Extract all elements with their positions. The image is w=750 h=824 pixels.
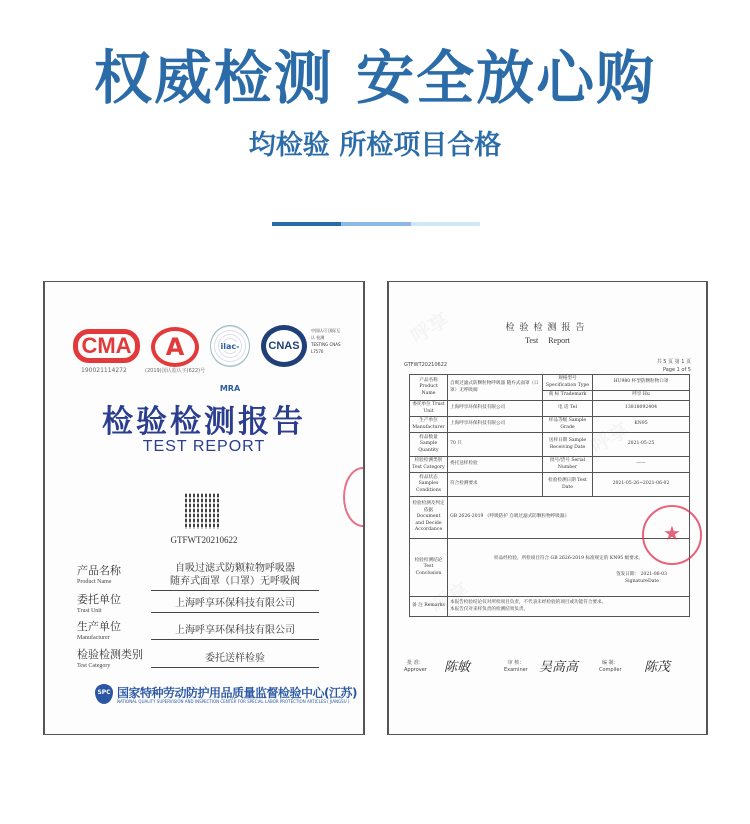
table-cell-value: 上海呼享环保科技有限公司 [448, 401, 543, 417]
field-value-line1: 自吸过滤式防颗粒物呼吸器 [175, 563, 295, 574]
page-subheadline: 均检验 所检项目合格 [248, 130, 502, 161]
table-cell-value: 上海呼享环保科技有限公司 [448, 417, 543, 433]
issuer-name-en: NATIONAL QUALITY SUPERVISION AND INSPECTION CENTER FOR SPECIAL LABOR PROTECTION ARTICLES ( JIANGSU ) [117, 699, 350, 704]
table-cell-value: 呼享 Hu [593, 391, 690, 401]
remarks-line: 本报告检验结论仅对所检项目负责，不代表未经检验的项目或功能符合要求。 [450, 600, 607, 605]
red-seal-stamp-icon [343, 467, 365, 527]
field-product-name [77, 562, 337, 585]
issuer-name-cn: 国家特种劳动防护用品质量监督检验中心(江苏) [117, 686, 357, 700]
table-row [410, 597, 690, 617]
test-report-detail-image [387, 281, 708, 735]
signature-approver-name: 陈敏 [444, 660, 471, 675]
field-value: 委托送样检验 [151, 652, 319, 668]
table-cell-label: 检验检测结论 Test Conclusion [410, 539, 448, 597]
field-label-cn: 产品名称 [77, 564, 121, 577]
cma-logo-icon: CMA [73, 329, 140, 363]
page-indicator-en: Page 1 of 5 [662, 367, 691, 373]
table-row [410, 401, 690, 417]
signature-examiner [504, 660, 528, 674]
table-row [410, 417, 690, 433]
table-cell-label: 生产单位 Manufacturer [410, 417, 448, 433]
table-cell-value: 委托送样检验 [448, 457, 543, 473]
remarks-line: 本报告仅对来样负责的检测结果负责。 [450, 606, 529, 612]
table-cell-value: 自吸过滤式防颗粒物呼吸器 随弃式面罩（口罩）无呼吸阀 [448, 375, 543, 401]
ilac-mra-logo-icon [210, 325, 250, 393]
field-value: 上海呼享环保科技有限公司 [151, 597, 319, 613]
table-cell-label: 产品名称 Product Name [410, 375, 448, 401]
cover-subtitle: TEST REPORT [142, 438, 266, 455]
field-label-cn: 检验检测类别 [77, 648, 143, 661]
cal-logo-icon: A [151, 327, 199, 367]
report-table [409, 374, 690, 617]
divider-segment-light [411, 222, 480, 226]
table-cell-label: 电 话 Tel [543, 401, 593, 417]
table-cell-label: 检验检测类别 Test Category [410, 457, 448, 473]
table-cell-label: 检验检测及判定依据 Document and Decide Accordance [410, 497, 448, 539]
field-value [151, 562, 319, 591]
spc-badge-icon: SPC [95, 684, 113, 704]
table-cell-label: 样品状态 Samples Conditions [410, 473, 448, 497]
table-cell-label: 商 标 Trademark [543, 391, 593, 401]
cnas-logo-icon: CNAS [261, 325, 307, 367]
table-cell-label: 批号/货号 Serial Number [543, 457, 593, 473]
signature-examiner-name: 吴高高 [539, 660, 579, 675]
signature-role-cn: 审 核： [507, 660, 525, 666]
cma-number: 190021114272 [81, 367, 127, 374]
signature-compiler-name: 陈茂 [644, 660, 671, 675]
table-cell-value: —— [593, 457, 690, 473]
table-row [410, 473, 690, 497]
signature-role-en: Approver [404, 667, 427, 673]
cover-title: 检验检测报告 [102, 404, 306, 440]
divider-segment-mid [341, 222, 410, 226]
sign-date-en: SignatureDate [625, 578, 659, 584]
detail-title: 检验检测报告 [505, 323, 590, 333]
table-cell-value: 2021-05-25 [593, 433, 690, 457]
table-cell-value: GB 2626-2019 《呼吸防护 自吸过滤式防颗粒物呼吸器》 [448, 497, 690, 539]
table-cell-value: 13818092404 [593, 401, 690, 417]
divider-segment-dark [272, 222, 341, 226]
field-value-line2: 随弃式面罩（口罩）无呼吸阀 [170, 576, 300, 587]
red-seal-stamp-icon [642, 505, 702, 565]
test-report-cover-image [43, 281, 365, 735]
table-cell-value [448, 597, 690, 617]
qr-code-icon [185, 493, 221, 529]
table-cell-label: 样品等级 Sample Grade [543, 417, 593, 433]
page-headline: 权威检测 安全放心购 [93, 44, 657, 112]
field-trust-unit [77, 591, 337, 614]
signature-approver [404, 660, 427, 674]
field-manufacturer [77, 618, 337, 641]
detail-report-code: GTFWT20210622 [404, 362, 448, 368]
table-cell-label: 规格型号 Specification Type [543, 375, 593, 391]
table-row [410, 433, 690, 457]
field-label-en: Test Category [77, 663, 111, 669]
field-test-category [77, 646, 337, 669]
field-label-en: Product Name [77, 579, 112, 585]
cnas-text: 中国认可 国际互认 检测 TESTING CNAS L7570 [311, 328, 341, 354]
table-cell-value: KN95 [593, 417, 690, 433]
conclusion-text: 样品经检验，所检项目符合 GB 2626-2019 标准规定的 KN95 级要求。 [493, 555, 644, 561]
signature-compiler [599, 660, 622, 674]
page-indicator-cn: 共 5 页 第 1 页 [656, 359, 691, 365]
table-row [410, 457, 690, 473]
table-row [410, 375, 690, 391]
field-value: 上海呼享环保科技有限公司 [151, 624, 319, 640]
table-cell-label: 样品数量 Sample Quantity [410, 433, 448, 457]
field-label-cn: 生产单位 [77, 620, 121, 633]
table-cell-label: 备 注 Remarks [410, 597, 448, 617]
table-cell-label: 检验检测日期 Test Date [543, 473, 593, 497]
signature-role-en: Examiner [504, 667, 528, 673]
table-cell-label: 送样日期 Sample Receiving Date [543, 433, 593, 457]
field-label-cn: 委托单位 [77, 593, 121, 606]
table-cell-value: 70 只 [448, 433, 543, 457]
table-cell-value: HU980 杯型防颗粒物口罩 [593, 375, 690, 391]
table-cell-value: 2021-05-26~2021-06-02 [593, 473, 690, 497]
signature-role-en: Compiler [599, 667, 622, 673]
signature-role-cn: 编 制： [601, 660, 619, 666]
signature-role-cn: 批 准： [407, 660, 424, 666]
sign-date: 签发日期： 2021-06-03 [616, 572, 667, 578]
detail-subtitle: Test Report [525, 336, 570, 345]
field-label-en: Manufacturer [77, 635, 110, 641]
section-divider [272, 222, 480, 226]
report-code: GTFWT20210622 [170, 535, 238, 545]
certification-logos [73, 327, 343, 393]
table-cell-label: 委托单位 Trust Unit [410, 401, 448, 417]
table-cell-value: 符合检测要求 [448, 473, 543, 497]
page-indicator [657, 358, 691, 374]
field-label-en: Trust Unit [77, 608, 102, 614]
cal-number: (2019)国认监认字(622)号 [145, 368, 206, 374]
ilac-label: ilac-MRA [219, 342, 241, 393]
